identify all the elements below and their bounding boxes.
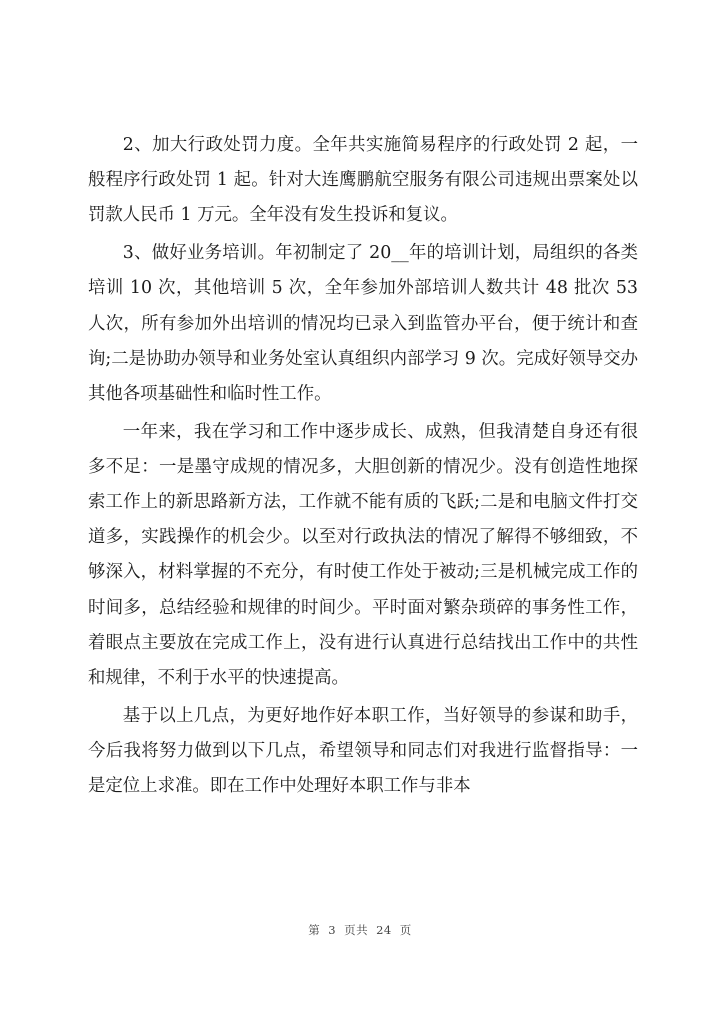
footer-current-page: 3 — [328, 923, 337, 937]
footer-prefix: 第 — [308, 923, 321, 937]
footer-total-pages: 24 — [376, 923, 392, 937]
page-number-footer — [0, 922, 720, 938]
paragraph-administrative-penalty: 2、加大行政处罚力度。全年共实施简易程序的行政处罚 2 起，一般程序行政处罚 1 起。针对大连鹰鹏航空服务有限公司违规出票案处以罚款人民币 1 万元。全年没有发生投诉和复议。 — [88, 135, 638, 226]
document-body — [88, 128, 638, 807]
footer-suffix: 页 — [399, 923, 412, 937]
paragraph-future-plan: 基于以上几点，为更好地作好本职工作，当好领导的参谋和助手，今后我将努力做到以下几点，希望领导和同志们对我进行监督指导：一是定位上求准。即在工作中处理好本职工作与非本 — [88, 705, 638, 797]
paragraph-self-assessment: 一年来，我在学习和工作中逐步成长、成熟，但我清楚自身还有很多不足：一是墨守成规的情况多，大胆创新的情况少。没有创造性地探索工作上的新思路新方法，工作就不能有质的飞跃;二是和电脑文件打交道多，实践操作的机会少。以至对行政执法的情况了解得不够细致，不够深入，材料掌握的不充分，有时使工作处于被动;三是机械完成工作的时间多，总结经验和规律的时间少。平时面对繁杂琐碎的事务性工作，着眼点主要放在完成工作上，没有进行认真进行总结找出工作中的共性和规律，不利于水平的快速提高。 — [88, 421, 638, 689]
footer-middle: 页共 — [344, 923, 369, 937]
paragraph-business-training: 3、做好业务培训。年初制定了 20__年的培训计划，局组织的各类培训 10 次，其他培训 5 次，全年参加外部培训人数共计 48 批次 53 人次，所有参加外出培训的情况均已录入到监管办平台，便于统计和查询;二是协助办领导和业务处室认真组织内部学习 9 次。完成好领导交办其他各项基础性和临时性工作。 — [88, 243, 638, 404]
